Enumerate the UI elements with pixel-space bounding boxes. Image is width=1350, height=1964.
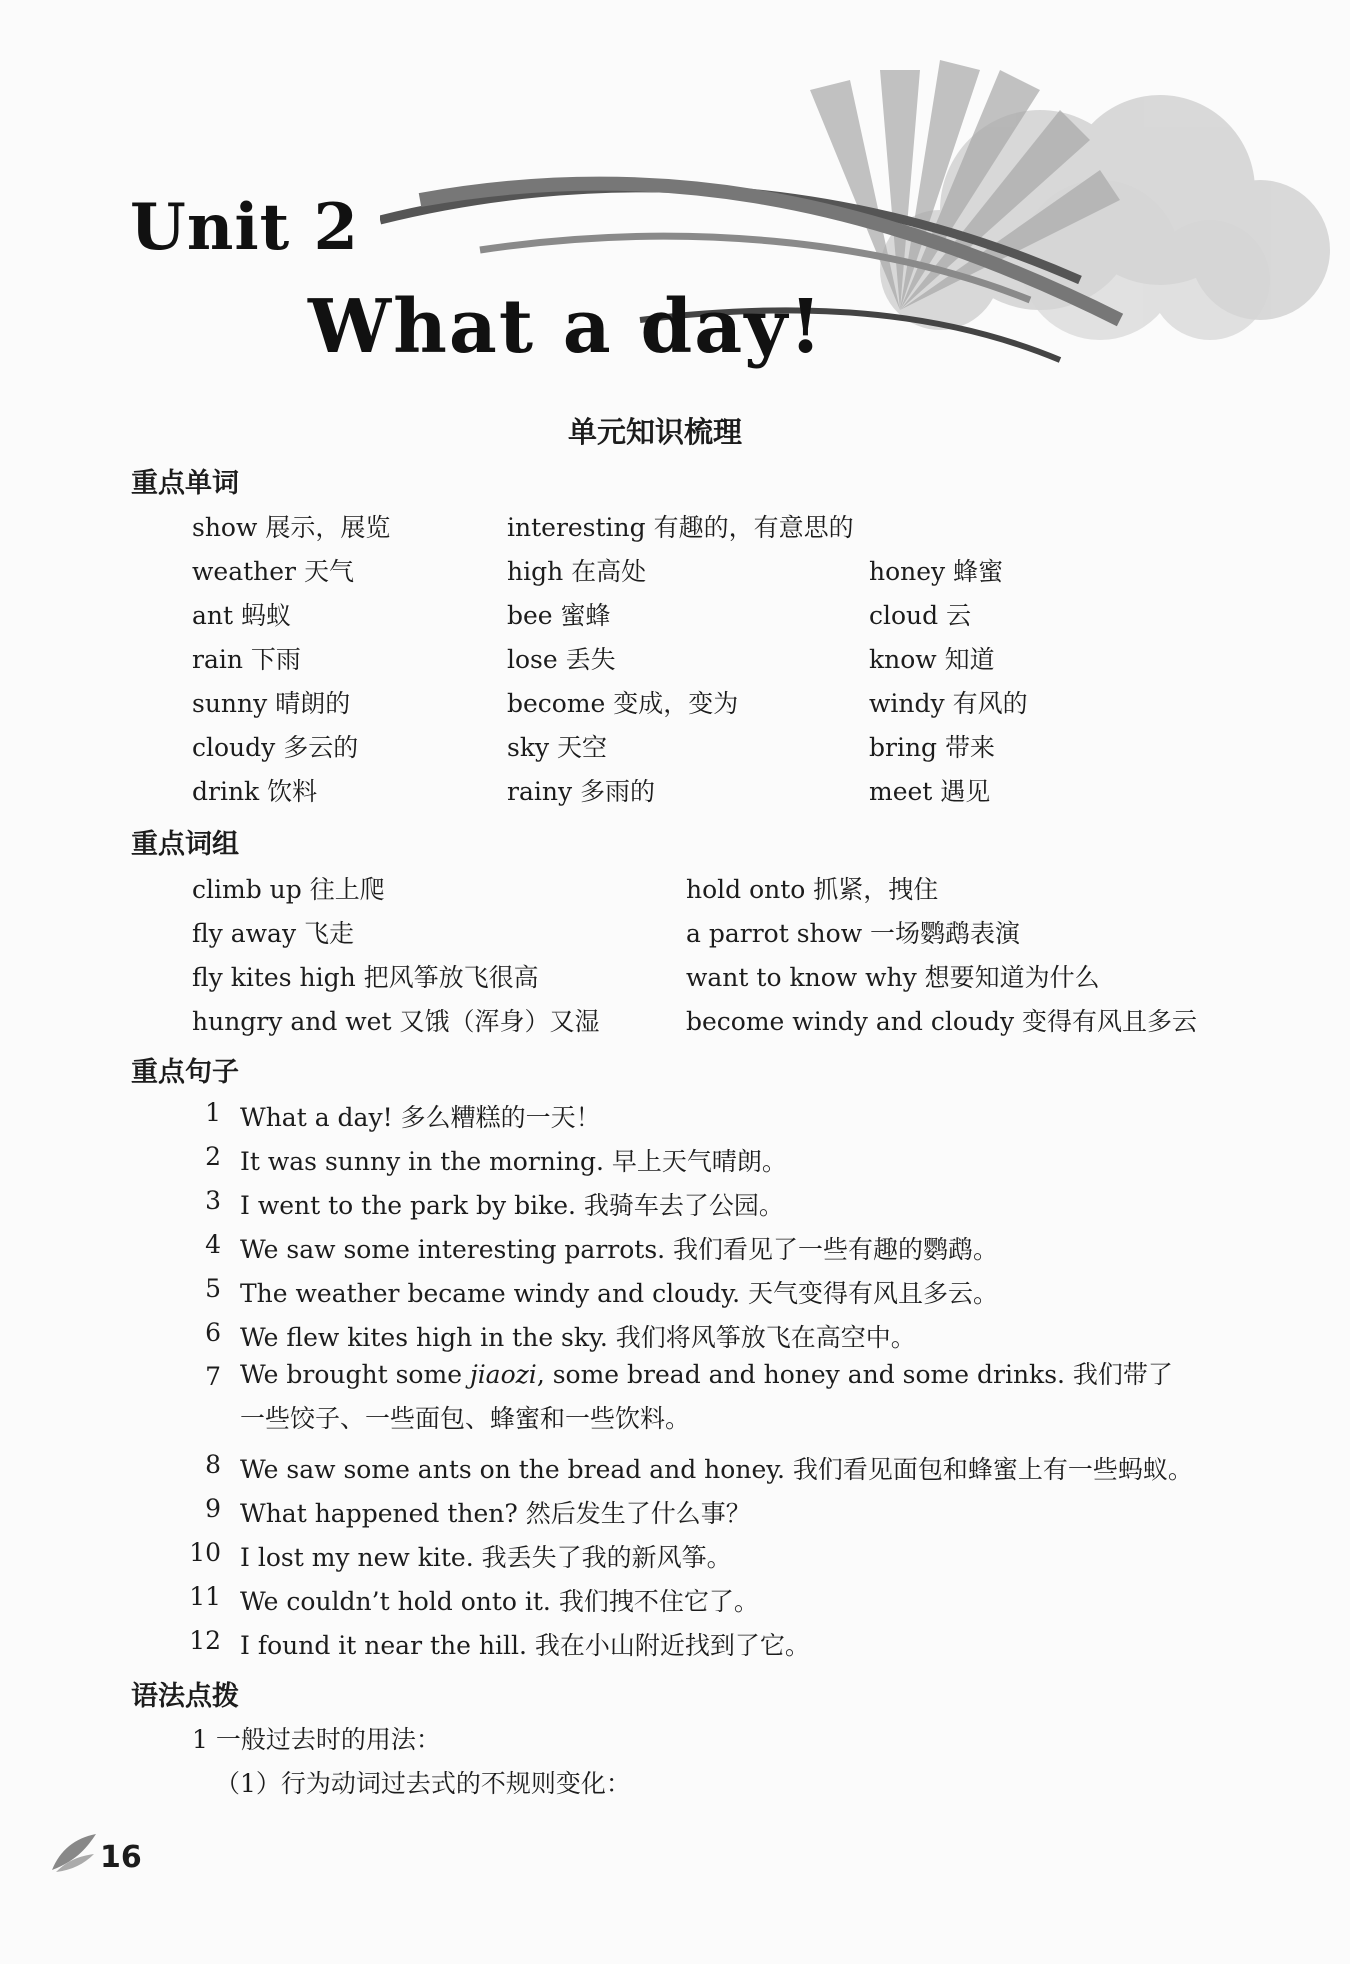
word-item: rain 下雨 xyxy=(192,645,301,674)
phrase-item: a parrot show 一场鹦鹉表演 xyxy=(686,919,1021,948)
phrase-item: want to know why 想要知道为什么 xyxy=(686,963,1100,992)
sentence-number: 3 xyxy=(205,1186,221,1215)
word-item: meet 遇见 xyxy=(869,777,991,806)
key-sentences-heading: 重点句子 xyxy=(131,1057,239,1088)
sentence-number: 9 xyxy=(205,1494,221,1523)
word-item: high 在高处 xyxy=(507,557,647,586)
word-item: cloudy 多云的 xyxy=(192,733,359,762)
word-item: cloud 云 xyxy=(869,601,972,630)
phrase-item: fly kites high 把风筝放飞很高 xyxy=(192,963,539,992)
word-item: show 展示，展览 xyxy=(192,513,391,542)
phrase-item: climb up 往上爬 xyxy=(192,875,385,904)
word-item: weather 天气 xyxy=(192,557,354,586)
word-item: bee 蜜蜂 xyxy=(507,601,611,630)
phrase-item: hold onto 抓紧，拽住 xyxy=(686,875,939,904)
sentence-number: 12 xyxy=(189,1626,221,1655)
word-item: ant 蚂蚁 xyxy=(192,601,291,630)
sentence-number: 11 xyxy=(189,1582,221,1611)
sentence-number: 5 xyxy=(205,1274,221,1303)
grammar-item: 1 一般过去时的用法： xyxy=(192,1725,441,1754)
page-number: 16 xyxy=(100,1840,142,1875)
phrase-item: hungry and wet 又饿（浑身）又湿 xyxy=(192,1007,600,1036)
word-item: bring 带来 xyxy=(869,733,996,762)
section-title: 单元知识梳理 xyxy=(567,415,742,449)
sentence-text: We saw some ants on the bread and honey. 我们看见面包和蜂蜜上有一些蚂蚁。 xyxy=(240,1455,1193,1484)
unit-title: Unit 2 xyxy=(130,190,360,265)
word-item: drink 饮料 xyxy=(192,777,318,806)
sentence-text: I found it near the hill. 我在小山附近找到了它。 xyxy=(240,1631,810,1660)
sentence-text: I went to the park by bike. 我骑车去了公园。 xyxy=(240,1191,784,1220)
sentence-text xyxy=(240,1353,1190,1441)
sentence-text: It was sunny in the morning. 早上天气晴朗。 xyxy=(240,1147,787,1176)
sentence-number: 4 xyxy=(205,1230,221,1259)
word-item: sunny 晴朗的 xyxy=(192,689,351,718)
sentence-text-italic: jiaozi xyxy=(469,1360,537,1389)
sentence-number: 10 xyxy=(189,1538,221,1567)
key-words-heading: 重点单词 xyxy=(131,468,239,499)
sentence-number: 1 xyxy=(205,1098,221,1127)
sentence-text-part: We brought some xyxy=(240,1360,470,1389)
sentence-text: What happened then? 然后发生了什么事？ xyxy=(240,1499,751,1528)
sentence-number: 6 xyxy=(205,1318,221,1347)
word-item: honey 蜂蜜 xyxy=(869,557,1004,586)
sentence-number: 7 xyxy=(205,1362,221,1391)
grammar-subitem: （1）行为动词过去式的不规则变化： xyxy=(215,1769,631,1798)
word-item: lose 丢失 xyxy=(507,645,616,674)
sentence-number: 2 xyxy=(205,1142,221,1171)
word-item: rainy 多雨的 xyxy=(507,777,656,806)
phrase-item: fly away 飞走 xyxy=(192,919,355,948)
phrase-item: become windy and cloudy 变得有风且多云 xyxy=(686,1007,1198,1036)
word-item: sky 天空 xyxy=(507,733,608,762)
sentence-text: We flew kites high in the sky. 我们将风筝放飞在高空中。 xyxy=(240,1323,916,1352)
sentence-text: We couldn’t hold onto it. 我们拽不住它了。 xyxy=(240,1587,759,1616)
sentence-number: 8 xyxy=(205,1450,221,1479)
sentence-text: I lost my new kite. 我丢失了我的新风筝。 xyxy=(240,1543,732,1572)
leaf-icon xyxy=(50,1830,100,1874)
unit-subtitle: What a day! xyxy=(308,284,824,370)
sentence-text: The weather became windy and cloudy. 天气变得有风且多云。 xyxy=(240,1279,998,1308)
sentence-text-part: , some bread and honey and some drinks. 我们带了一些饺子、一些面包、蜂蜜和一些饮料。 xyxy=(240,1360,1173,1433)
sentence-text: What a day! 多么糟糕的一天！ xyxy=(240,1103,601,1132)
sentence-text: We saw some interesting parrots. 我们看见了一些有趣的鹦鹉。 xyxy=(240,1235,999,1264)
word-item: become 变成，变为 xyxy=(507,689,739,718)
word-item: windy 有风的 xyxy=(869,689,1028,718)
word-item: interesting 有趣的，有意思的 xyxy=(507,513,854,542)
grammar-heading: 语法点拨 xyxy=(131,1681,239,1712)
word-item: know 知道 xyxy=(869,645,995,674)
key-phrases-heading: 重点词组 xyxy=(131,829,239,860)
